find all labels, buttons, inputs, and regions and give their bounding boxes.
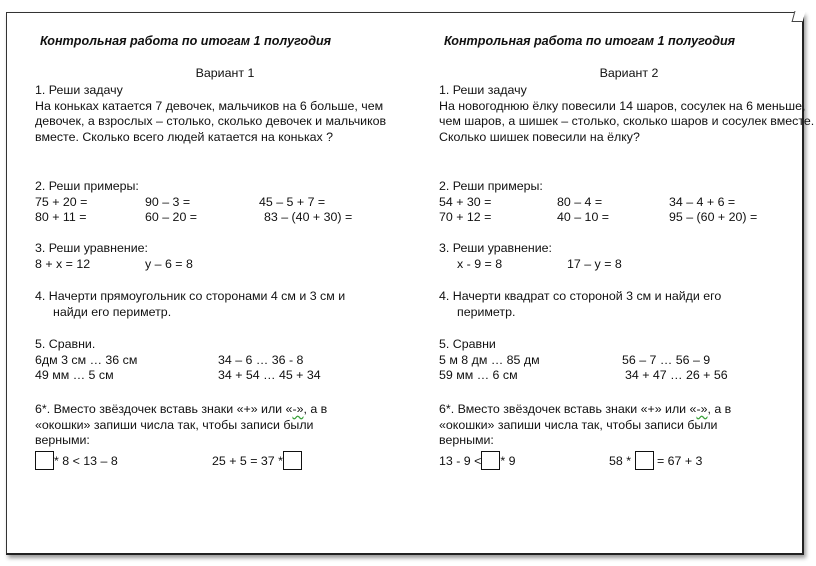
task-6-line-3: верными: [35,433,90,448]
task-1 [35,83,415,145]
task-3 [439,241,816,272]
equation: 8 + х = 12 [35,256,91,271]
comparison: 34 + 47 … 26 + 56 [625,368,728,383]
example: 80 – 4 = [557,194,603,209]
comparison: 6дм 3 см … 36 см [35,352,138,367]
example: 25 + 5 = 37 * [212,453,283,468]
task-4-line-1: 4. Начерти квадрат со стороной 3 см и найди его [439,289,722,303]
task-2-heading: 2. Реши примеры: [439,179,543,193]
variant-label: Вариант 2 [599,66,659,80]
example: 34 – 4 + 6 = [669,194,736,209]
task-3-heading: 3. Реши уравнение: [35,241,148,255]
test-title: Контрольная работа по итогам 1 полугодия [40,34,332,48]
task-5-row-1 [35,353,415,369]
task-1-text: На коньках катается 7 девочек, мальчиков на 6 больше, чем девочек, а взрослых – столько, сколько девочек и мальчиков вместе. Сколько всего людей катается на коньках ? [35,98,387,144]
example: * 9 [500,453,516,468]
task-6 [439,402,816,470]
example: 70 + 12 = [439,210,492,225]
task-1 [439,83,816,145]
task-5-row-2 [35,368,415,384]
comparison: 56 – 7 … 56 – 9 [622,352,711,367]
task-2-row-1 [439,195,816,211]
example: 58 * [609,453,632,468]
task-2-row-1 [35,195,415,211]
task-3-equations [35,257,415,273]
task-1-heading: 1. Реши задачу [439,83,527,97]
example: 75 + 20 = [35,194,88,209]
task-4-line-1: 4. Начерти прямоугольник со сторонами 4 см и 3 см и [35,289,346,303]
task-2 [439,179,816,226]
example: = 67 + 3 [656,453,703,468]
example: 40 – 10 = [557,210,610,225]
example: 45 – 5 + 7 = [259,194,326,209]
task-6 [35,402,415,470]
task-5-heading: 5. Сравни. [35,337,96,351]
task-6-examples [439,451,816,470]
task-2-row-2 [439,210,816,226]
example: 60 – 20 = [145,210,198,225]
variant-label: Вариант 1 [195,66,255,80]
task-6-line-3: верными: [439,433,494,448]
task-3-heading: 3. Реши уравнение: [439,241,552,255]
comparison: 49 мм … 5 см [35,368,114,383]
answer-box [35,451,54,470]
example: 54 + 30 = [439,194,492,209]
task-5 [35,337,415,384]
answer-box [481,451,500,470]
example: * 8 < 13 – 8 [54,453,118,468]
task-6-line-2: «окошки» запиши числа так, чтобы записи были [439,417,718,432]
task-3-equations [439,257,816,273]
equation: у – 6 = 8 [145,256,193,271]
equation: 17 – у = 8 [567,256,622,271]
comparison: 5 м 8 дм … 85 дм [439,352,540,367]
comparison: 34 – 6 … 36 - 8 [218,352,304,367]
task-6-examples [35,451,415,470]
answer-box [635,451,654,470]
equation: х - 9 = 8 [457,256,503,271]
task-6-line-1: 6*. Вместо звёздочек вставь знаки «+» или «-», а в [439,402,732,416]
example: 80 + 11 = [35,210,87,225]
task-2-row-2 [35,210,415,226]
task-5-row-2 [439,368,816,384]
task-5-heading: 5. Сравни [439,337,496,351]
task-5 [439,337,816,384]
page-corner-fold [792,11,806,22]
worksheet-page [6,12,815,555]
example: 90 – 3 = [145,194,191,209]
example: 95 – (60 + 20) = [669,210,758,225]
comparison: 59 мм … 6 см [439,368,518,383]
task-1-heading: 1. Реши задачу [35,83,123,97]
task-2 [35,179,415,226]
example: 13 - 9 < [439,453,482,468]
task-4-line-2: найди его периметр. [53,304,172,319]
task-6-line-2: «окошки» запиши числа так, чтобы записи были [35,417,314,432]
task-1-text: На новогоднюю ёлку повесили 14 шаров, сосулек на 6 меньше, чем шаров, а шишек – столько, сколько шаров и сосулек вместе. Сколько шишек повесили на ёлку? [439,98,815,144]
task-3 [35,241,415,272]
task-4 [35,289,415,320]
task-4 [439,289,816,320]
task-4-line-2: периметр. [457,304,516,319]
comparison: 34 + 54 … 45 + 34 [218,368,321,383]
test-title: Контрольная работа по итогам 1 полугодия [444,34,736,48]
task-2-heading: 2. Реши примеры: [35,179,139,193]
example: 83 – (40 + 30) = [264,210,353,225]
task-6-line-1: 6*. Вместо звёздочек вставь знаки «+» или «-», а в [35,402,328,416]
answer-box [283,451,302,470]
task-5-row-1 [439,353,816,369]
